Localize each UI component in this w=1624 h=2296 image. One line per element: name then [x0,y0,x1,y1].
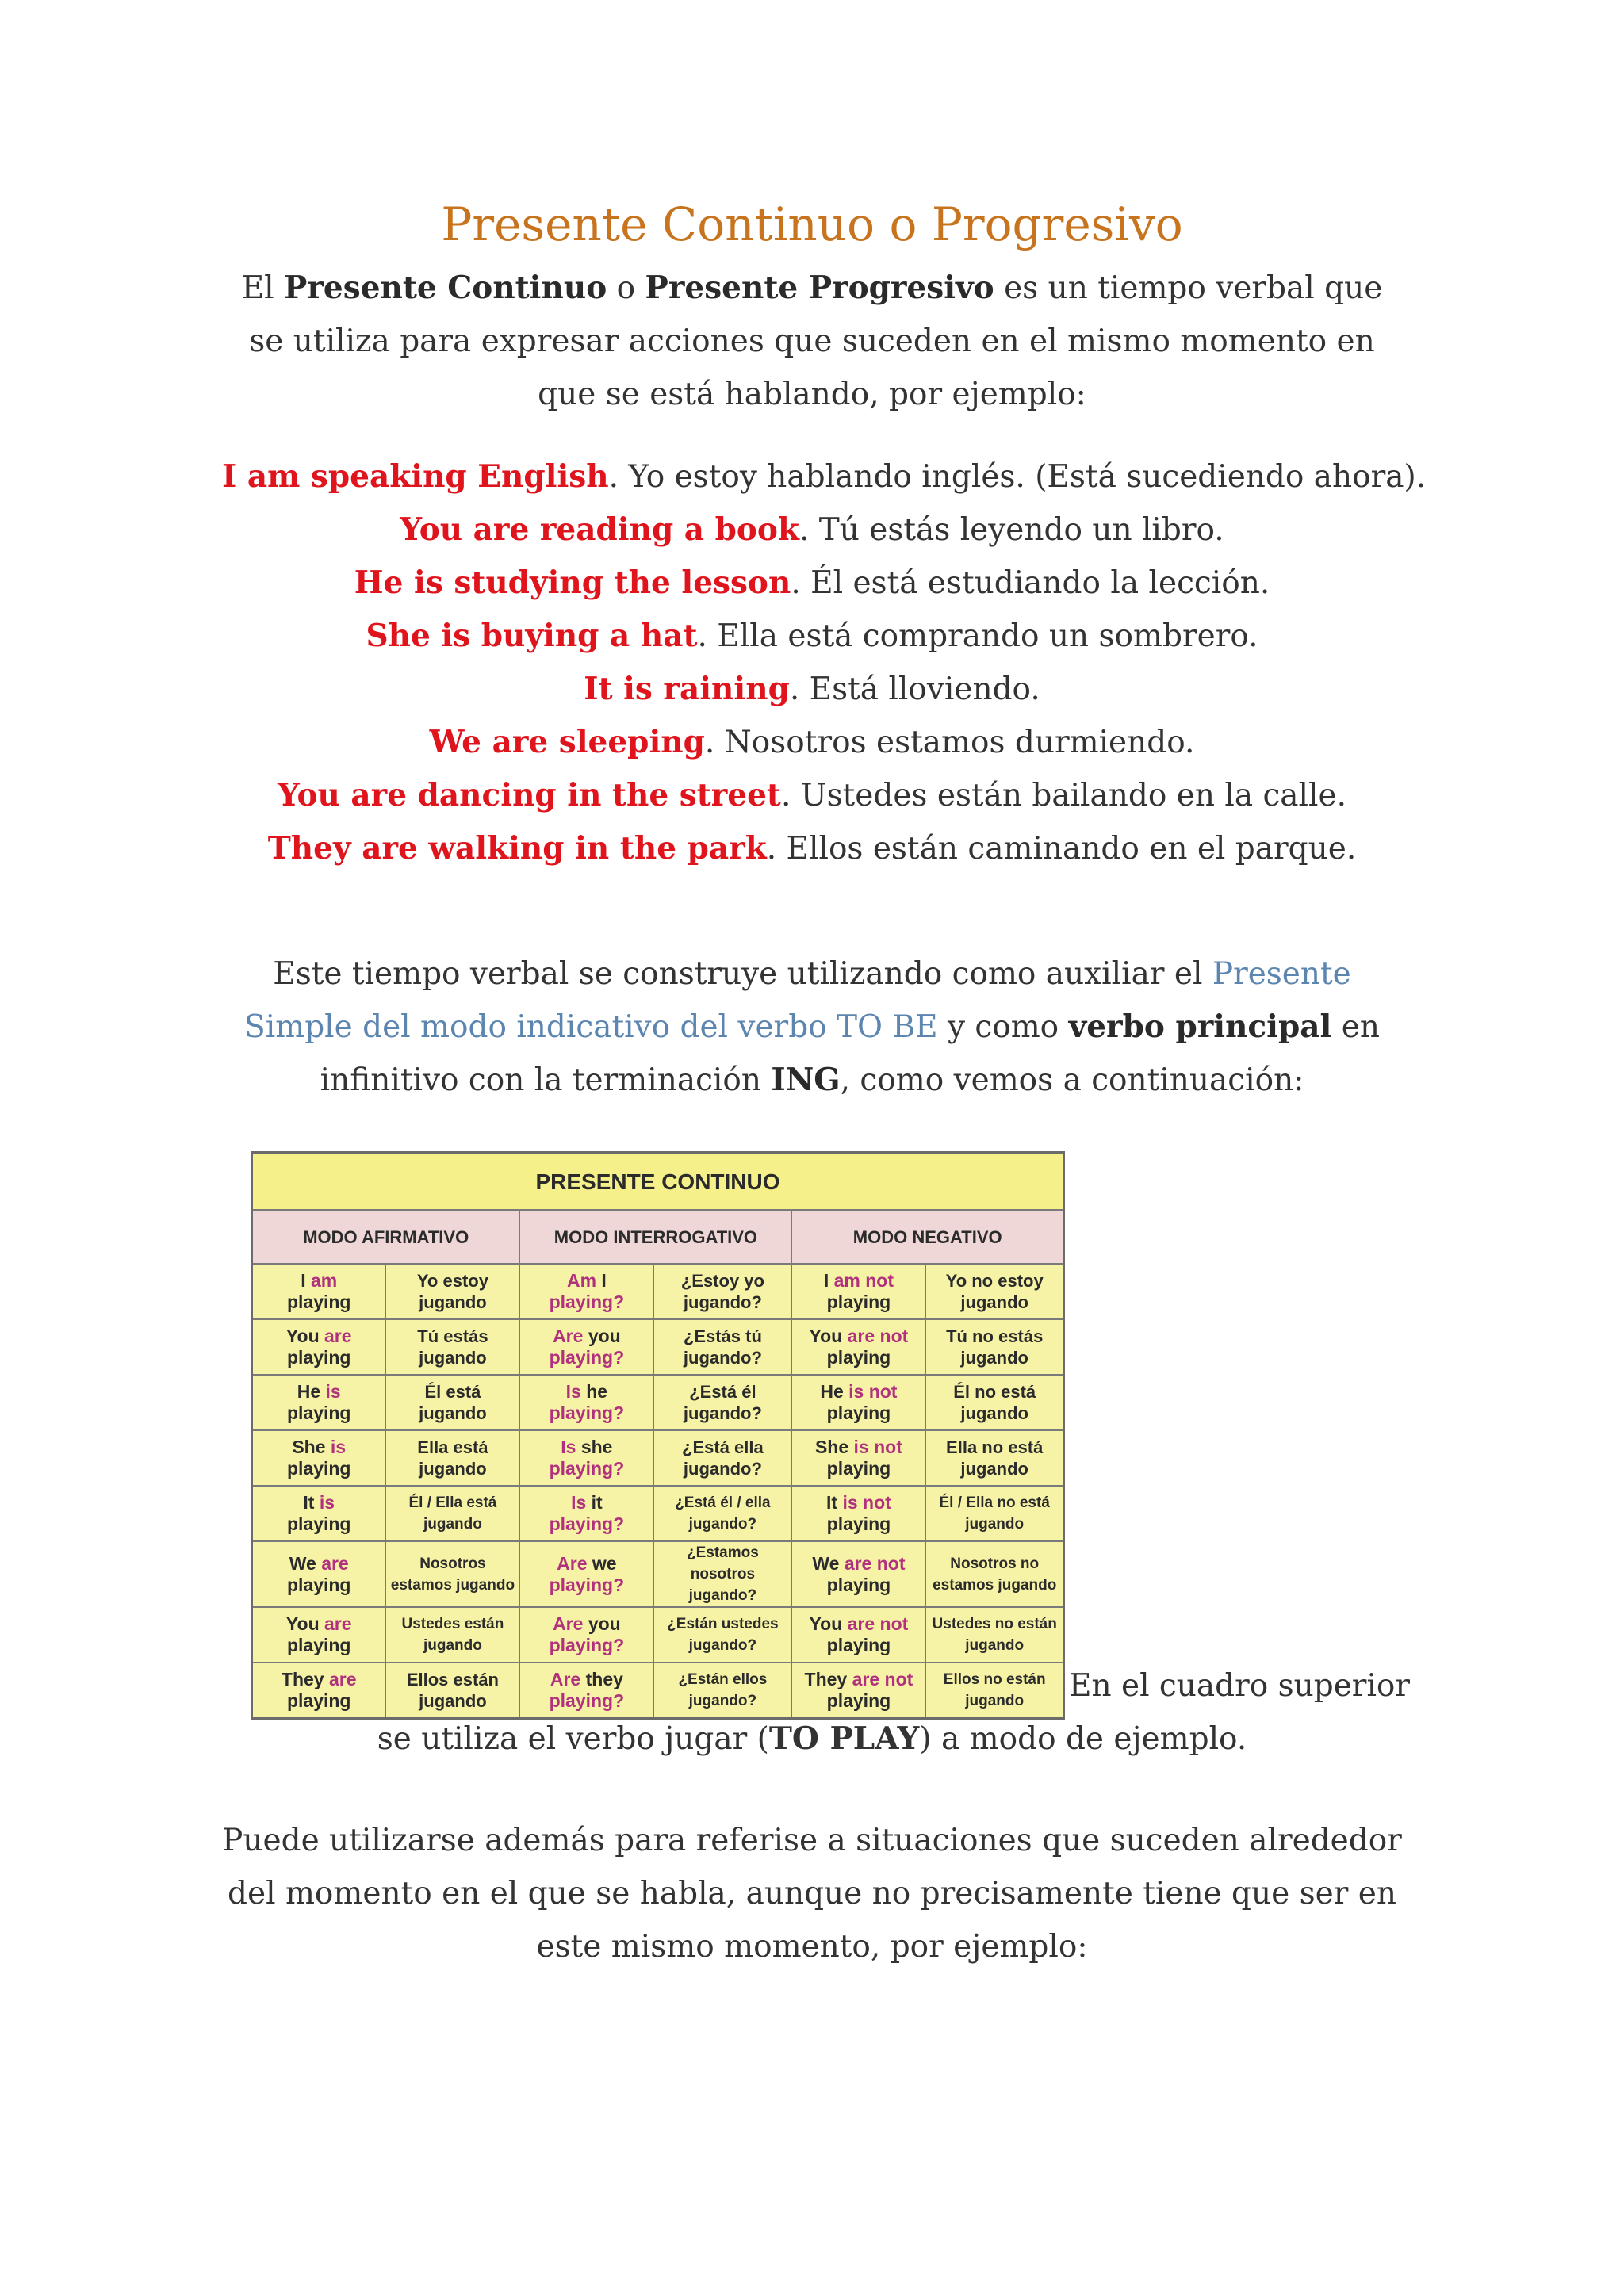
negative-translation [925,1607,1063,1663]
mode-header-negative: MODO NEGATIVO [791,1210,1063,1264]
subject: You [285,1326,320,1346]
interrogative-form [519,1607,653,1663]
auxiliary: is not [848,1381,898,1402]
example-english: You are reading a book [400,511,799,548]
subject: they [585,1669,623,1689]
verb: playing? [549,1574,625,1595]
example-spanish: . Ella está comprando un sombrero. [697,618,1258,654]
after-table-part: se utiliza el verbo jugar ( [377,1721,769,1757]
example-english: We are sleeping [429,724,705,760]
verb: playing [286,1635,351,1655]
translation: Yo estoy jugando [416,1271,488,1312]
translation: ¿Estoy yo jugando? [680,1271,764,1312]
verb: playing [826,1635,891,1655]
verb: playing [826,1458,891,1479]
interrogative-form [519,1430,653,1486]
construction-bold-term: verbo principal [1068,1008,1332,1045]
translation: ¿Está él / ella jugando? [675,1494,771,1533]
verb: playing? [549,1458,625,1479]
intro-bold-term: Presente Progresivo [645,270,994,306]
auxiliary: are not [847,1613,909,1634]
affirmative-form [252,1319,386,1375]
page-title: Presente Continuo o Progresivo [441,197,1183,251]
auxiliary: are not [844,1552,906,1574]
translation: Nosotros estamos jugando [390,1555,515,1594]
translation: ¿Está él jugando? [683,1382,762,1423]
translation: Él no está jugando [953,1382,1036,1423]
subject: I [823,1270,829,1291]
example-line [222,716,1402,769]
affirmative-translation [385,1319,519,1375]
table-title: PRESENTE CONTINUO [252,1153,1064,1211]
example-english: It is raining [584,671,790,707]
example-english: She is buying a hat [366,618,698,654]
subject: They [281,1669,324,1689]
construction-text: en infinitivo con la terminación [320,1009,1380,1098]
translation: Yo no estoy jugando [945,1271,1044,1312]
auxiliary: Is [565,1381,581,1402]
interrogative-translation [653,1607,791,1663]
translation: ¿Están ellos jugando? [678,1671,768,1709]
example-spanish: . Nosotros estamos durmiendo. [704,725,1195,760]
table-row [252,1430,1064,1486]
after-table-part: ) a modo de ejemplo. [919,1721,1247,1757]
interrogative-form [519,1375,653,1430]
example-line [222,503,1402,557]
affirmative-translation [385,1541,519,1607]
example-english: He is studying the lesson [354,564,791,601]
auxiliary: are [324,1613,352,1634]
negative-form [791,1663,925,1719]
construction-bold-term: ING [771,1062,841,1098]
after-table-lead: En el cuadro superior [1069,1668,1411,1704]
translation: Ellos están jugando [406,1670,499,1711]
negative-translation [925,1375,1063,1430]
interrogative-form [519,1663,653,1719]
subject: You [285,1613,320,1634]
verb: playing [286,1458,351,1479]
subject: We [812,1552,840,1574]
subject: it [591,1492,603,1513]
construction-text: Este tiempo verbal se construye utilizando como auxiliar el [273,956,1212,992]
affirmative-translation [385,1486,519,1541]
auxiliary: is not [842,1492,891,1513]
table-row [252,1486,1064,1541]
translation: Él está jugando [419,1382,487,1423]
subject: she [580,1437,613,1457]
example-spanish: . Está lloviendo. [789,672,1040,707]
example-line [222,663,1402,716]
subject: It [826,1492,838,1513]
table-row [252,1264,1064,1319]
negative-translation [925,1264,1063,1319]
subject: he [586,1381,608,1402]
verb: playing [286,1574,351,1595]
verb: playing [826,1574,891,1595]
subject: She [814,1437,849,1457]
example-line [222,822,1402,875]
translation: Ellos no están jugando [943,1671,1046,1709]
auxiliary: are [324,1326,352,1346]
interrogative-form [519,1541,653,1607]
to-be-link[interactable]: Presente Simple del modo indicativo del verbo TO BE [244,956,1351,1045]
affirmative-form [252,1264,386,1319]
translation: ¿Estás tú jugando? [683,1326,762,1368]
translation: Él / Ella está jugando [408,1494,497,1533]
mode-header-affirmative: MODO AFIRMATIVO [252,1210,520,1264]
translation: ¿Estamos nosotros jugando? [686,1544,759,1604]
auxiliary: is not [853,1437,902,1457]
auxiliary: are not [852,1669,914,1689]
auxiliary: is [325,1381,341,1402]
negative-translation [925,1486,1063,1541]
subject: you [588,1613,621,1634]
verb: playing? [549,1635,625,1655]
auxiliary: am not [833,1270,894,1291]
table-row [252,1541,1064,1607]
verb: playing [826,1690,891,1711]
affirmative-form [252,1541,386,1607]
example-line [222,557,1402,610]
interrogative-form [519,1264,653,1319]
example-english: They are walking in the park [267,830,767,867]
extra-paragraph: Puede utilizarse además para referise a situaciones que suceden alrededor del momento en el que se habla, aunque no precisamente tiene que ser en este mismo momento, por ejemplo: [222,1823,1402,1965]
example-spanish: . Ellos están caminando en el parque. [766,831,1357,867]
negative-form [791,1607,925,1663]
affirmative-translation [385,1663,519,1719]
construction-text: y como [937,1009,1069,1045]
conjugation-table [251,1151,1065,1720]
intro-paragraph [222,262,1402,421]
translation: ¿Están ustedes jugando? [667,1616,779,1654]
example-spanish: . Yo estoy hablando inglés. (Está sucediendo ahora). [608,459,1427,495]
translation: Ella está jugando [417,1437,488,1479]
table-row [252,1663,1064,1719]
auxiliary: Is [561,1437,576,1457]
affirmative-form [252,1375,386,1430]
auxiliary: am [310,1270,338,1291]
negative-form [791,1319,925,1375]
translation: Ella no está jugando [946,1437,1044,1479]
interrogative-translation [653,1663,791,1719]
affirmative-form [252,1430,386,1486]
intro-bold-term: Presente Continuo [284,270,607,306]
interrogative-translation [653,1264,791,1319]
auxiliary: Am [566,1270,597,1291]
affirmative-translation [385,1264,519,1319]
auxiliary: Are [557,1552,588,1574]
auxiliary: Are [550,1669,581,1689]
subject: You [809,1326,843,1346]
auxiliary: Are [553,1326,584,1346]
verb: playing [826,1347,891,1368]
example-english: You are dancing in the street [278,777,781,813]
table-row [252,1607,1064,1663]
example-line [222,450,1427,503]
translation: Él / Ella no está jugando [939,1494,1050,1533]
interrogative-form [519,1319,653,1375]
subject: I [601,1270,607,1291]
table-row [252,1375,1064,1430]
example-english: I am speaking English [222,458,609,495]
example-spanish: . Él está estudiando la lección. [791,565,1270,601]
examples-list [222,450,1427,875]
interrogative-translation [653,1319,791,1375]
auxiliary: are not [847,1326,909,1346]
negative-translation [925,1541,1063,1607]
negative-form [791,1541,925,1607]
subject: It [303,1492,315,1513]
translation: Tú no estás jugando [946,1326,1044,1368]
translation: ¿Está ella jugando? [682,1437,764,1479]
example-spanish: . Tú estás leyendo un libro. [799,512,1224,548]
negative-translation [925,1663,1063,1719]
negative-form [791,1486,925,1541]
verb: playing? [549,1347,625,1368]
intro-text: o [607,270,645,306]
affirmative-translation [385,1430,519,1486]
affirmative-form [252,1607,386,1663]
example-line [222,769,1402,822]
subject: You [809,1613,843,1634]
verb: playing [286,1347,351,1368]
affirmative-translation [385,1607,519,1663]
subject: They [804,1669,848,1689]
interrogative-translation [653,1375,791,1430]
subject: He [297,1381,321,1402]
construction-text: , como vemos a continuación: [840,1062,1304,1098]
verb: playing [826,1402,891,1423]
negative-form [791,1264,925,1319]
interrogative-translation [653,1430,791,1486]
subject: we [592,1552,617,1574]
verb: playing [286,1513,351,1534]
subject: He [820,1381,844,1402]
interrogative-form [519,1486,653,1541]
after-table-text [222,1712,1402,1766]
verb: playing [286,1690,351,1711]
subject: you [588,1326,621,1346]
verb: playing [826,1513,891,1534]
intro-text: es un tiempo verbal que se utiliza para expresar acciones que suceden en el mismo momento en que se está hablando, por ejemplo: [249,270,1383,412]
translation: Nosotros no estamos jugando [933,1555,1057,1594]
negative-form [791,1430,925,1486]
affirmative-translation [385,1375,519,1430]
affirmative-form [252,1663,386,1719]
translation: Ustedes están jugando [401,1616,504,1654]
after-table-bold: TO PLAY [768,1720,920,1757]
mode-header-interrogative: MODO INTERROGATIVO [519,1210,791,1264]
verb: playing? [549,1292,625,1312]
verb: playing [286,1402,351,1423]
verb: playing? [549,1513,625,1534]
verb: playing? [549,1402,625,1423]
intro-text: El [241,270,285,306]
translation: Tú estás jugando [417,1326,488,1368]
auxiliary: is [319,1492,335,1513]
subject: We [289,1552,316,1574]
translation: Ustedes no están jugando [932,1616,1057,1654]
auxiliary: is [330,1437,347,1457]
auxiliary: are [328,1669,357,1689]
auxiliary: Are [553,1613,584,1634]
subject: She [292,1437,326,1457]
conjugation-table-body [252,1264,1064,1719]
negative-form [791,1375,925,1430]
affirmative-form [252,1486,386,1541]
subject: I [301,1270,306,1291]
auxiliary: Is [571,1492,587,1513]
negative-translation [925,1430,1063,1486]
auxiliary: are [321,1552,349,1574]
verb: playing [826,1292,891,1312]
verb: playing? [549,1690,625,1711]
table-row [252,1319,1064,1375]
example-line [222,610,1402,663]
negative-translation [925,1319,1063,1375]
interrogative-translation [653,1486,791,1541]
interrogative-translation [653,1541,791,1607]
example-spanish: . Ustedes están bailando en la calle. [780,778,1346,813]
construction-paragraph [222,947,1402,1107]
verb: playing [286,1292,351,1312]
